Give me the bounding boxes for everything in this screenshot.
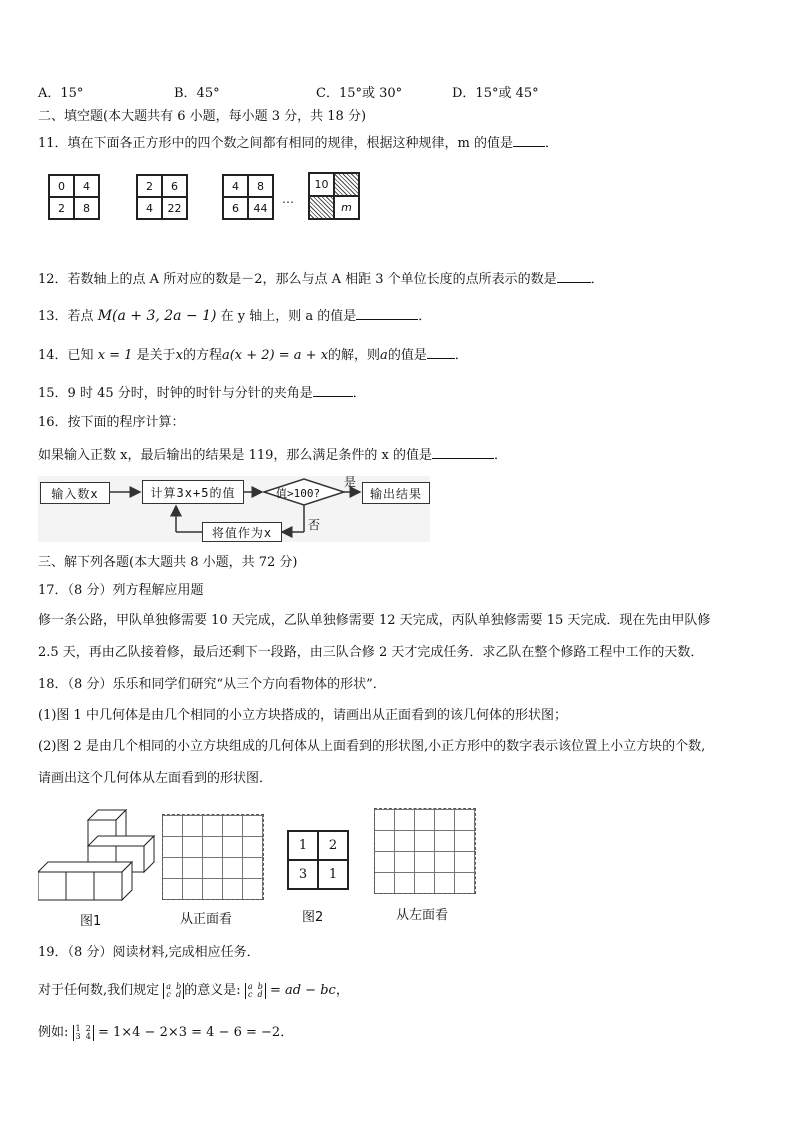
example-label: 例如: <box>38 1025 69 1040</box>
det-d: d <box>257 989 263 999</box>
flow-output-box: 输出结果 <box>362 482 430 504</box>
grid-cell: 2 <box>49 197 74 219</box>
question-17-title: 17．（8 分）列方程解应用题 <box>38 583 204 598</box>
grid-cell: 3 <box>288 860 318 889</box>
flow-calc-box: 计算3x+5的值 <box>142 480 244 504</box>
det-b: b <box>257 981 263 991</box>
det-4: 4 <box>85 1031 91 1041</box>
question-16-title: 16．按下面的程序计算： <box>38 415 185 430</box>
option-c: C．15°或 30° <box>316 86 403 101</box>
flow-condition: 值>100? <box>276 487 321 500</box>
question-15 <box>38 384 366 403</box>
grid-cell: 4 <box>74 175 99 197</box>
point-m-expression: M(a + 3, 2a − 1) <box>97 308 217 324</box>
question-13-text-2: 在 y 轴上，则 a 的值是 <box>220 309 357 324</box>
definition-end: ， <box>335 983 349 998</box>
question-19-example <box>38 1022 293 1044</box>
hatched-cell <box>309 196 334 219</box>
question-19-title: 19．（8 分）阅读材料,完成相应任务． <box>38 945 260 960</box>
figure-1-caption: 图1 <box>80 914 102 929</box>
section-3-heading: 三、解下列各题(本大题共 8 小题，共 72 分) <box>38 555 298 570</box>
answer-blank <box>427 346 455 359</box>
math-a: a <box>380 348 388 363</box>
option-b: B．45° <box>174 86 220 101</box>
det-c: c <box>166 989 171 999</box>
question-14 <box>38 346 468 365</box>
question-16-end: ． <box>494 448 508 463</box>
question-18-part-1: (1)图 1 中几何体是由几个相同的小立方块搭成的，请画出从正面看到的该几何体的形状图； <box>38 708 567 723</box>
figure-1-cubes <box>38 804 162 906</box>
answer-blank <box>356 307 418 320</box>
question-18-title: 18．（8 分）乐乐和同学们研究“从三个方向看物体的形状”． <box>38 677 386 692</box>
question-14-text-3: 的方程 <box>182 348 222 363</box>
example-end: ． <box>280 1025 294 1040</box>
question-14-text-4: 的解，则 <box>328 348 381 363</box>
math-x: x <box>175 348 183 363</box>
number-square-3 <box>222 174 274 220</box>
question-13-end: ． <box>418 309 432 324</box>
number-square-4 <box>308 172 360 220</box>
question-13 <box>38 307 431 326</box>
figure-2-top-view <box>287 830 349 890</box>
question-14-text: 14．已知 <box>38 348 94 363</box>
question-14-text-2: 是关于 <box>136 348 176 363</box>
math-x-equals-1: x = 1 <box>97 348 133 363</box>
grid-cell: 6 <box>223 197 248 219</box>
det-d: d <box>176 989 182 999</box>
answer-blank <box>513 134 545 147</box>
grid-cell: 1 <box>288 831 318 860</box>
det-b: b <box>176 981 182 991</box>
grid-cell: 44 <box>248 197 273 219</box>
answer-blank <box>432 446 494 459</box>
question-12-end: ． <box>590 272 604 287</box>
question-16 <box>38 446 507 465</box>
det-c: c <box>247 989 253 999</box>
det-1: 1 <box>75 1023 81 1033</box>
question-19-definition <box>38 980 349 1002</box>
number-square-2 <box>136 174 188 220</box>
question-11-end: ． <box>545 136 559 151</box>
question-15-text: 15．9 时 45 分时，时钟的时针与分针的夹角是 <box>38 386 313 401</box>
grid-cell: 2 <box>137 175 162 197</box>
hatched-cell <box>334 173 359 196</box>
det-a: a <box>166 981 172 991</box>
answer-blank <box>557 270 591 283</box>
ellipsis: … <box>282 192 294 206</box>
flow-loop-box: 将值作为x <box>202 522 282 542</box>
flowchart <box>38 476 430 542</box>
question-11-text: 11．填在下面各正方形中的四个数之间都有相同的规律，根据这种规律，m 的值是 <box>38 136 514 151</box>
definition-formula: = ad − bc <box>269 983 336 998</box>
front-view-grid <box>162 814 264 900</box>
definition-text: 对于任何数,我们规定 <box>38 983 160 998</box>
determinant-abcd <box>163 983 184 999</box>
question-14-text-5: 的值是 <box>387 348 427 363</box>
flow-yes-label: 是 <box>344 475 357 489</box>
question-16-text: 如果输入正数 x，最后输出的结果是 119，那么满足条件的 x 的值是 <box>38 448 433 463</box>
grid-cell: 0 <box>49 175 74 197</box>
determinant-example <box>73 1025 94 1041</box>
grid-cell: 10 <box>309 173 334 196</box>
question-18-part-2-cont: 请画出这个几何体从左面看到的形状图． <box>38 771 273 786</box>
grid-cell: 6 <box>162 175 187 197</box>
flow-no-label: 否 <box>308 518 321 532</box>
grid-cell: 8 <box>74 197 99 219</box>
det-a: a <box>247 981 253 991</box>
example-formula: = 1×4 − 2×3 = 4 − 6 = −2 <box>97 1025 281 1040</box>
grid-cell: 4 <box>223 175 248 197</box>
grid-cell: 2 <box>318 831 348 860</box>
question-17-line-2: 2.5 天，再由乙队接着修，最后还剩下一段路，由三队合修 2 天才完成任务．求乙队在整个修路工程中工作的天数． <box>38 645 704 660</box>
answer-blank <box>313 384 353 397</box>
question-15-end: ． <box>352 386 366 401</box>
grid-cell-m: m <box>334 196 359 219</box>
det-3: 3 <box>75 1031 81 1041</box>
definition-meaning: 的意义是: <box>184 983 241 998</box>
question-13-text: 13．若点 <box>38 309 94 324</box>
grid-cell: 1 <box>318 860 348 889</box>
option-d: D．15°或 45° <box>452 86 539 101</box>
left-view-caption: 从左面看 <box>396 908 449 923</box>
left-view-grid <box>374 808 476 894</box>
math-equation: a(x + 2) = a + x <box>221 348 329 363</box>
front-view-caption: 从正面看 <box>180 912 233 927</box>
determinant-abcd-2 <box>245 983 266 999</box>
option-a: A．15° <box>38 86 84 101</box>
grid-cell: 8 <box>248 175 273 197</box>
number-square-1 <box>48 174 100 220</box>
question-17-line-1: 修一条公路，甲队单独修需要 10 天完成，乙队单独修需要 12 天完成，丙队单独修需要 15 天完成．现在先由甲队修 <box>38 613 711 628</box>
flow-input-box: 输入数x <box>40 482 110 504</box>
section-2-heading: 二、填空题(本大题共有 6 小题，每小题 3 分，共 18 分) <box>38 109 367 124</box>
grid-cell: 4 <box>137 197 162 219</box>
figure-2-caption: 图2 <box>302 910 324 925</box>
question-11 <box>38 134 558 153</box>
question-12 <box>38 270 604 289</box>
grid-cell: 22 <box>162 197 187 219</box>
question-14-end: ． <box>454 348 468 363</box>
question-18-part-2: (2)图 2 是由几个相同的小立方块组成的几何体从上面看到的形状图,小正方形中的数字表示该位置上小立方块的个数, <box>38 739 706 754</box>
question-12-text: 12．若数轴上的点 A 所对应的数是－2，那么与点 A 相距 3 个单位长度的点所表示的数是 <box>38 272 557 287</box>
det-2: 2 <box>85 1023 91 1033</box>
